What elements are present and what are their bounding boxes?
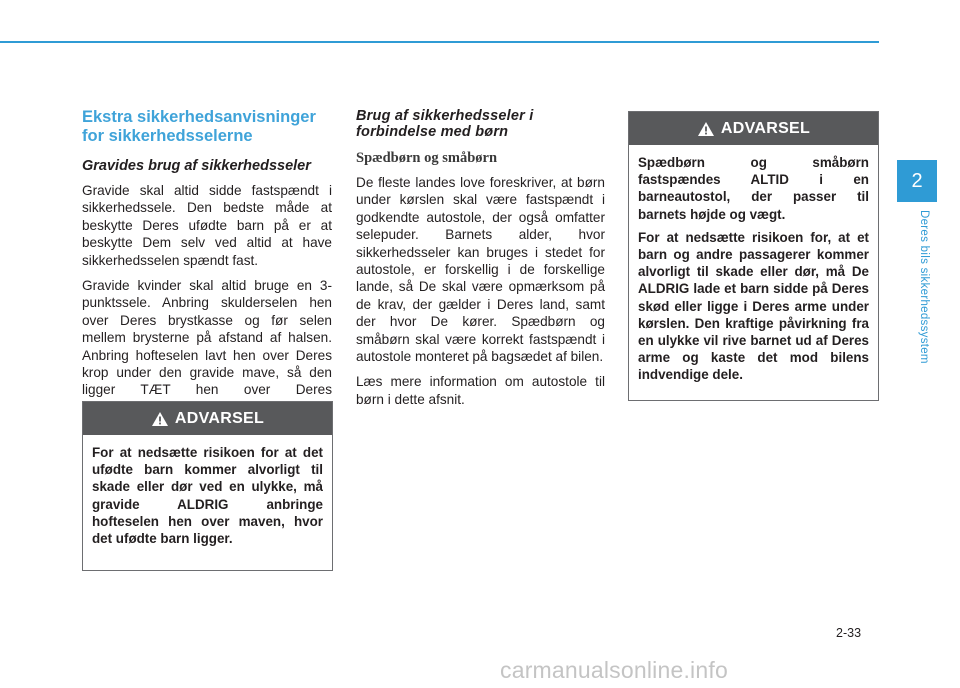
page-number: 2-33 <box>836 626 862 640</box>
paragraph: Gravide skal altid sidde fastspændt i sikkerhedssele. Den bedste måde at beskytte Deres ufødte barn på er at beskytte Dem selv ved altid at have sikkerhedsselen spændt fast. <box>82 183 332 268</box>
warning-text: Spædbørn og småbørn fastspændes ALTID i en barneautostol, der passer til barnets højde og vægt. <box>638 155 869 222</box>
paragraph: Gravide kvinder skal altid bruge en 3-punktssele. Anbring skulderselen hen over Deres brystkasse og før selen mellem brysterne på afstand af halsen. Anbring hofteselen lavt hen over Deres krop under den gravide mave, så den ligger TÆT hen over Deres <box>82 278 332 398</box>
warning-text: For at nedsætte risikoen for, at et barn og andre passagerer kommer alvorligt til skade eller dør, må De ALDRIG lade et barn sidde på Deres skød eller ligge i Deres arme under kørslen. Den kraftige påvirkning fra en ulykke vil rive barnet ud af Deres arme og kaste det mod bilens indvendige dele. <box>638 229 869 383</box>
section-heading: Brug af sikkerhedsseler i forbindelse med børn <box>356 108 534 140</box>
column-1 <box>82 108 332 424</box>
warning-triangle-icon <box>697 121 715 137</box>
warning-title: ADVARSEL <box>720 119 811 137</box>
warning-box <box>82 401 333 571</box>
top-rule <box>0 41 879 43</box>
section-heading: Ekstra sikkerhedsanvisninger for sikkerhedsselerne <box>82 108 316 145</box>
paragraph: Læs mere information om autostole til børn i dette afsnit. <box>356 374 605 407</box>
column-2 <box>356 108 605 416</box>
watermark: carmanualsonline.info <box>500 657 728 683</box>
warning-box <box>628 111 879 401</box>
warning-header <box>83 402 332 435</box>
subsection-heading: Spædbørn og småbørn <box>356 150 498 166</box>
chapter-tab: 2 <box>897 160 937 202</box>
paragraph: De fleste landes love foreskriver, at børn under kørslen skal være fastspændt i godkendte autostole, der også omfatter selepuder. Barnets alder, hvor sikkerhedsseler kan bruges i stedet for autostole, er forskellig i de forskellige lande, så De skal være opmærksom på de krav, der gælder i Deres land, samt der hvor De kører. Spædbørn og småbørn skal være korrekt fastspændt i autostole monteret på bagsædet af bilen. <box>356 175 605 365</box>
warning-text: For at nedsætte risikoen for at det ufødte barn kommer alvorligt til skade eller dør ved en ulykke, må gravide ALDRIG anbringe hofteselen hen over maven, hvor det ufødte barn ligger. <box>92 445 323 547</box>
subsection-heading: Gravides brug af sikkerhedsseler <box>82 158 311 174</box>
warning-header <box>629 112 878 145</box>
chapter-title: Deres bils sikkerhedssystem <box>918 210 930 364</box>
warning-triangle-icon <box>151 411 169 427</box>
warning-title: ADVARSEL <box>174 409 265 427</box>
